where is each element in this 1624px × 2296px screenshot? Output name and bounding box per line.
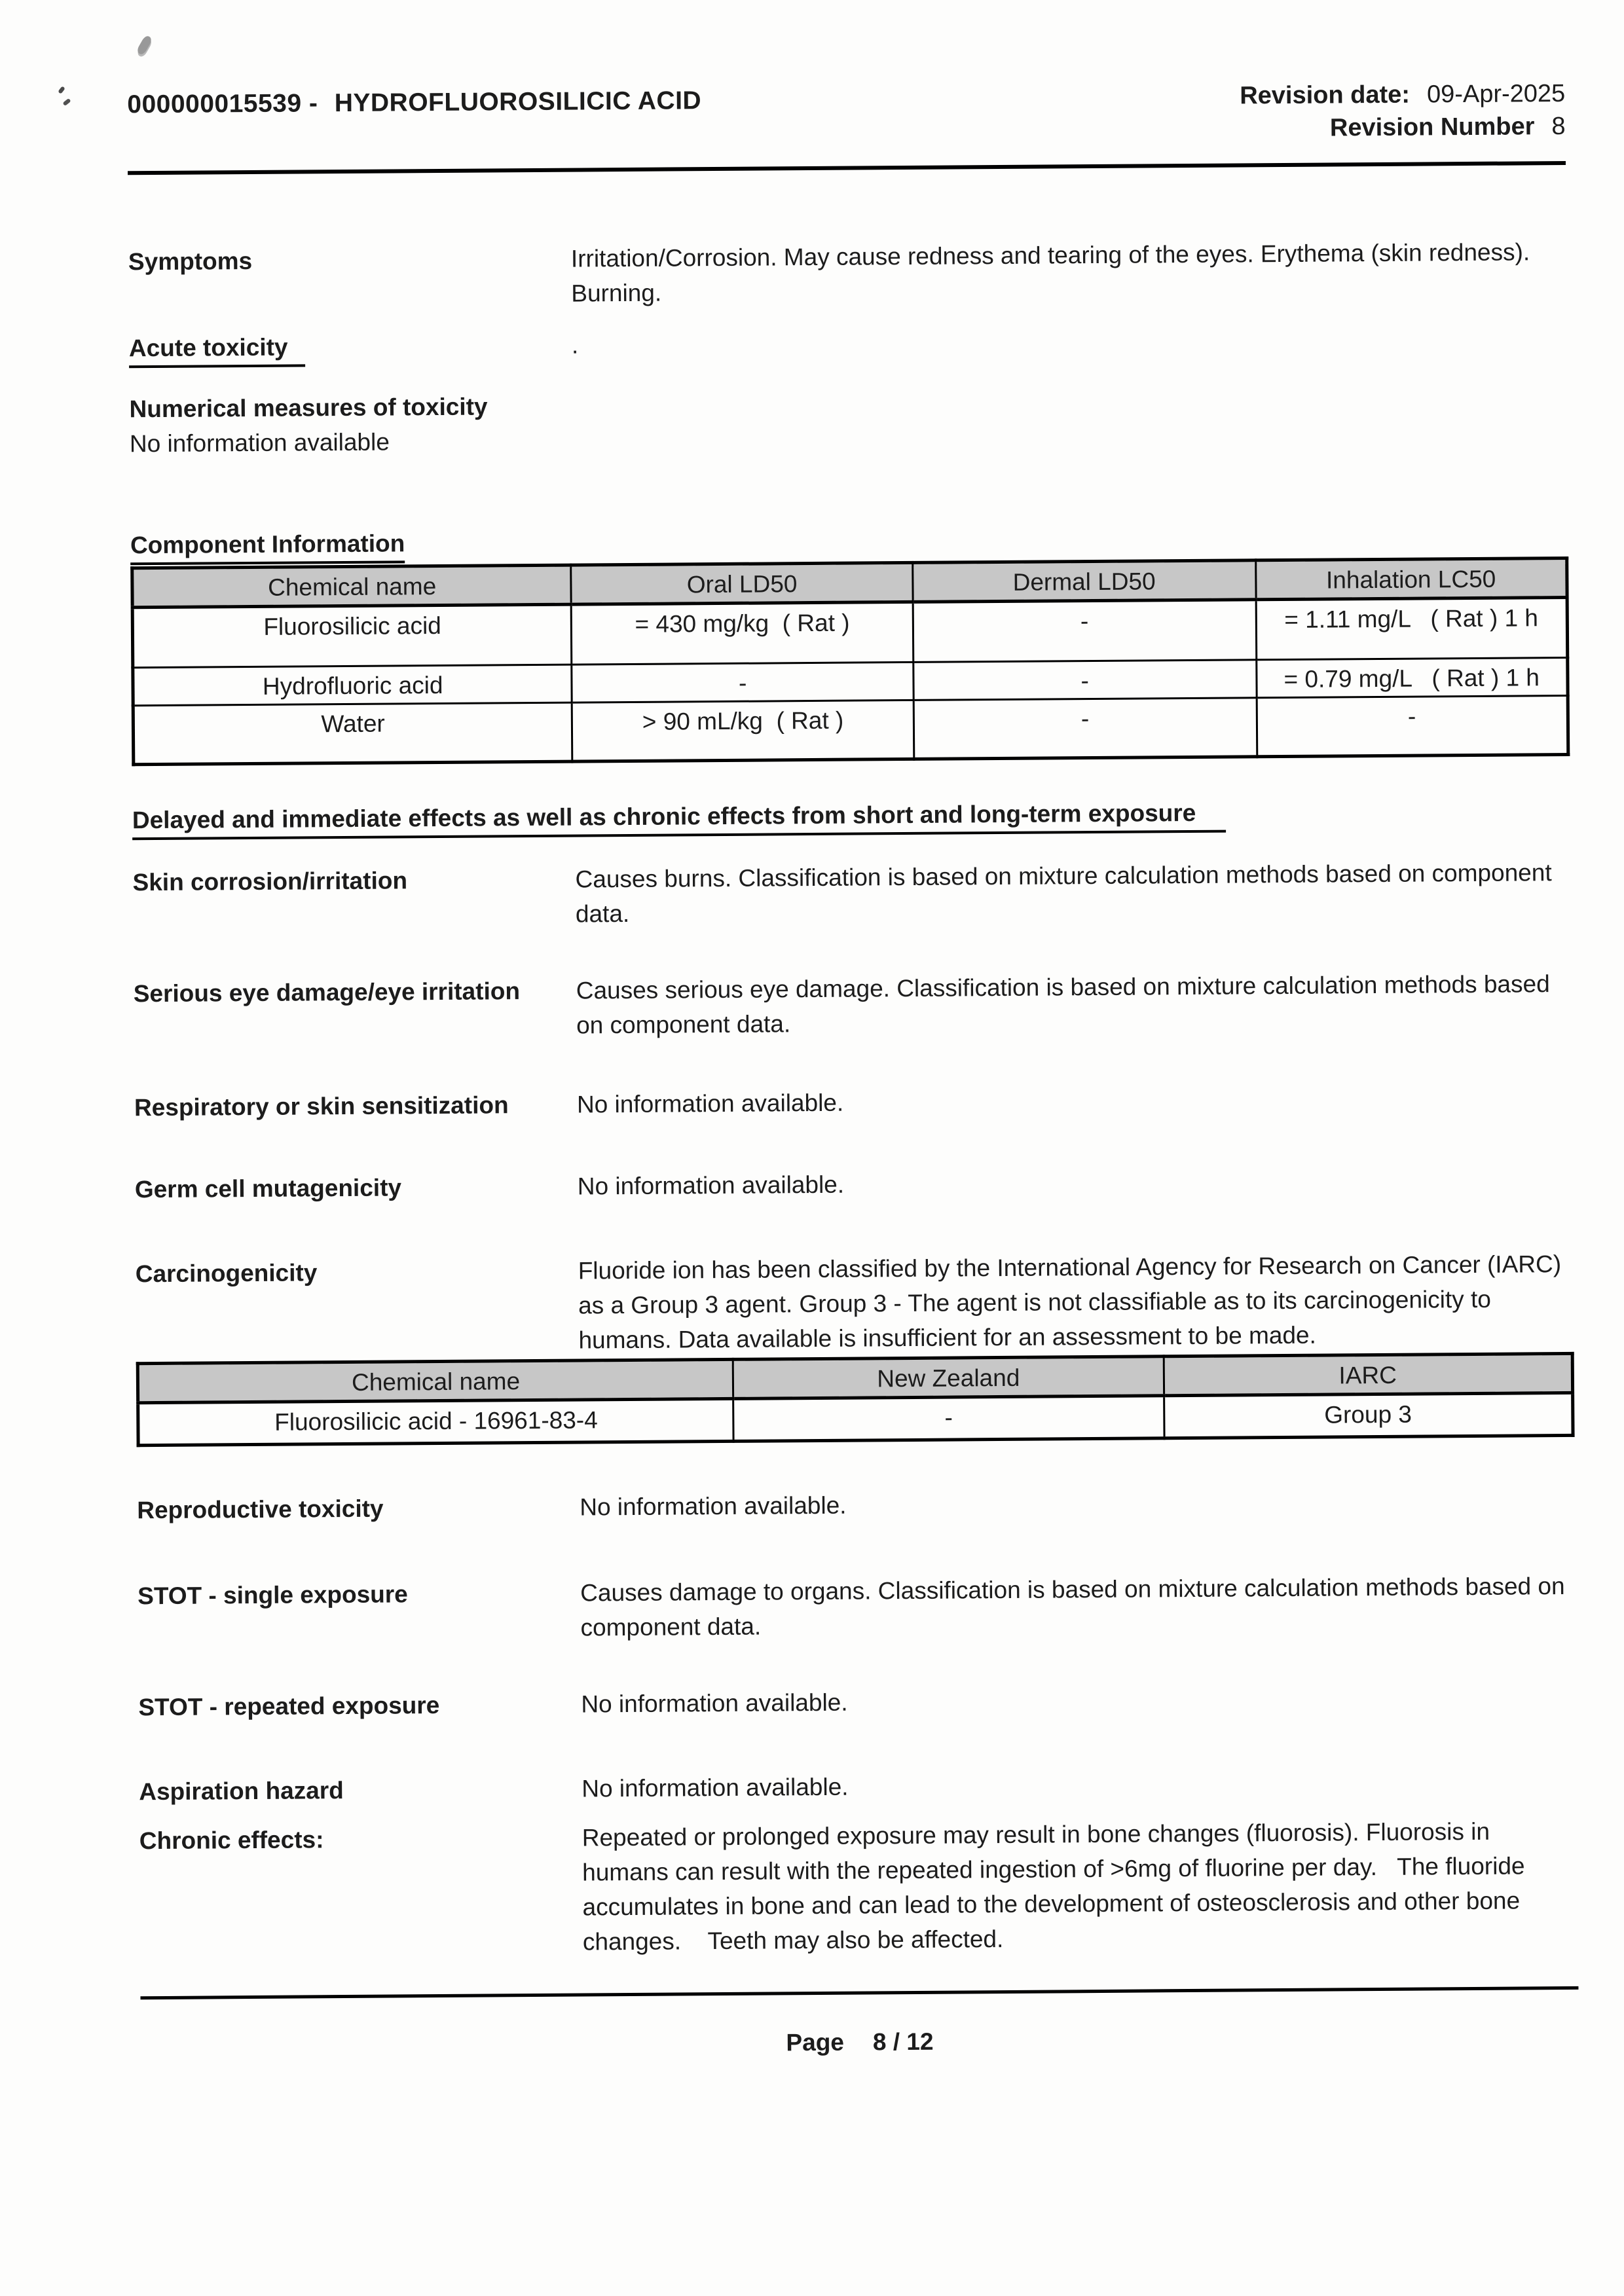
aspiration-value: No information available.	[581, 1773, 849, 1802]
chemical-name-cell: Water	[133, 702, 572, 765]
inhalation-lc50-cell: = 1.11 mg/L ( Rat ) 1 h	[1256, 597, 1568, 659]
field-row-aspiration	[139, 1764, 1577, 1809]
numerical-measures-value: No information available	[129, 428, 390, 458]
field-row-skin-corrosion	[132, 855, 1571, 934]
header-divider	[128, 161, 1566, 175]
field-row-respiratory	[134, 1080, 1572, 1125]
field-row-symptoms	[128, 234, 1567, 314]
column-header: Oral LD50	[571, 562, 913, 604]
chronic-effects-label: Chronic effects:	[139, 1826, 324, 1855]
stot-repeated-value: No information available.	[581, 1688, 848, 1718]
document-header	[127, 77, 1566, 153]
chemical-name-cell: Fluorosilicic acid - 16961-83-4	[138, 1398, 734, 1445]
field-row-chronic-effects	[139, 1813, 1578, 1962]
page-footer	[141, 2020, 1579, 2064]
reproductive-value: No information available.	[580, 1491, 847, 1521]
stot-repeated-label: STOT - repeated exposure	[138, 1692, 440, 1721]
delayed-effects-heading: Delayed and immediate effects as well as chronic effects from short and long-term exposure	[132, 793, 1570, 840]
revision-info	[1240, 77, 1566, 145]
oral-ld50-cell: > 90 mL/kg ( Rat )	[572, 700, 914, 761]
revision-date-value: 09-Apr-2025	[1426, 79, 1566, 109]
inhalation-lc50-cell: -	[1257, 695, 1568, 756]
iarc-cell: Group 3	[1164, 1393, 1573, 1438]
respiratory-value: No information available.	[576, 1089, 844, 1118]
table-row	[138, 1393, 1573, 1445]
carcinogenicity-table	[136, 1352, 1575, 1447]
numerical-measures-label: Numerical measures of toxicity	[129, 393, 488, 423]
column-header: Chemical name	[138, 1359, 733, 1402]
field-row-germ-cell	[135, 1162, 1573, 1207]
field-row-carcinogenicity	[136, 1247, 1574, 1360]
component-information-heading: Component Information	[130, 518, 1568, 565]
numerical-measures-block	[129, 382, 1568, 461]
eye-damage-label: Serious eye damage/eye irritation	[133, 977, 521, 1008]
dermal-ld50-cell: -	[913, 600, 1256, 663]
field-row-stot-single	[138, 1569, 1576, 1648]
revision-number-line	[1240, 110, 1565, 145]
document-number: 000000015539 -	[127, 89, 318, 119]
symptoms-label: Symptoms	[128, 247, 253, 276]
eye-damage-value: Causes serious eye damage. Classification is based on mixture calculation methods based on component data.	[576, 970, 1550, 1039]
skin-corrosion-value: Causes burns. Classification is based on mixture calculation methods based on component data.	[575, 859, 1552, 928]
column-header: Chemical name	[132, 565, 572, 608]
page-number: 8 / 12	[872, 2028, 934, 2056]
skin-corrosion-label: Skin corrosion/irritation	[132, 867, 408, 896]
inhalation-lc50-cell: = 0.79 mg/L ( Rat ) 1 h	[1256, 657, 1568, 697]
revision-date-line	[1240, 77, 1565, 112]
acute-toxicity-value: .	[571, 331, 579, 359]
column-header: Inhalation LC50	[1255, 558, 1567, 599]
dermal-ld50-cell: -	[913, 698, 1257, 759]
germ-cell-label: Germ cell mutagenicity	[134, 1174, 402, 1203]
carcinogenicity-value: Fluoride ion has been classified by the International Agency for Research on Cancer (IARC) as a Group 3 agent. Group 3 - The agent is not classifiable as to its carcinogenicity to humans. Data available is insufficient for an assessment to be made.	[578, 1250, 1562, 1354]
revision-number-label: Revision Number	[1329, 113, 1535, 142]
new-zealand-cell: -	[733, 1396, 1164, 1442]
carcinogenicity-label: Carcinogenicity	[135, 1259, 318, 1288]
revision-date-label: Revision date:	[1240, 81, 1411, 110]
column-header: IARC	[1164, 1353, 1573, 1395]
stot-single-label: STOT - single exposure	[138, 1580, 408, 1610]
oral-ld50-cell: -	[572, 662, 913, 702]
chemical-name-cell: Fluorosilicic acid	[132, 604, 572, 668]
table-row	[132, 597, 1568, 667]
component-information-table	[130, 556, 1570, 766]
table-row	[133, 695, 1568, 764]
field-row-eye-damage	[134, 966, 1572, 1046]
revision-number-value: 8	[1551, 112, 1566, 141]
column-header: New Zealand	[733, 1357, 1164, 1399]
reproductive-label: Reproductive toxicity	[137, 1495, 384, 1524]
column-header: Dermal LD50	[913, 560, 1256, 602]
page-label: Page	[786, 2028, 845, 2056]
dermal-ld50-cell: -	[913, 660, 1257, 701]
field-row-reproductive	[137, 1483, 1575, 1527]
product-name: HYDROFLUOROSILICIC ACID	[334, 86, 702, 118]
aspiration-label: Aspiration hazard	[139, 1777, 344, 1806]
respiratory-label: Respiratory or skin sensitization	[134, 1091, 509, 1121]
acute-toxicity-label: Acute toxicity	[129, 328, 572, 369]
field-row-stot-repeated	[138, 1680, 1576, 1724]
chemical-name-cell: Hydrofluoric acid	[133, 665, 572, 706]
symptoms-value: Irritation/Corrosion. May cause redness and tearing of the eyes. Erythema (skin redness). Burning.	[570, 238, 1530, 307]
document-title	[127, 83, 701, 122]
stot-single-value: Causes damage to organs. Classification is based on mixture calculation methods based on component data.	[580, 1573, 1565, 1641]
oral-ld50-cell: = 430 mg/kg ( Rat )	[572, 602, 913, 665]
germ-cell-value: No information available.	[577, 1171, 845, 1200]
chronic-effects-value: Repeated or prolonged exposure may result in bone changes (fluorosis). Fluorosis in humans can result with the repeated ingestion of >6mg of fluorine per day. The fluoride accumulates in bone and can lead to the development of osteosclerosis and other bone changes. Teeth may also be affected.	[581, 1817, 1525, 1956]
field-row-acute-toxicity	[129, 321, 1567, 368]
footer-divider	[140, 1986, 1578, 1999]
